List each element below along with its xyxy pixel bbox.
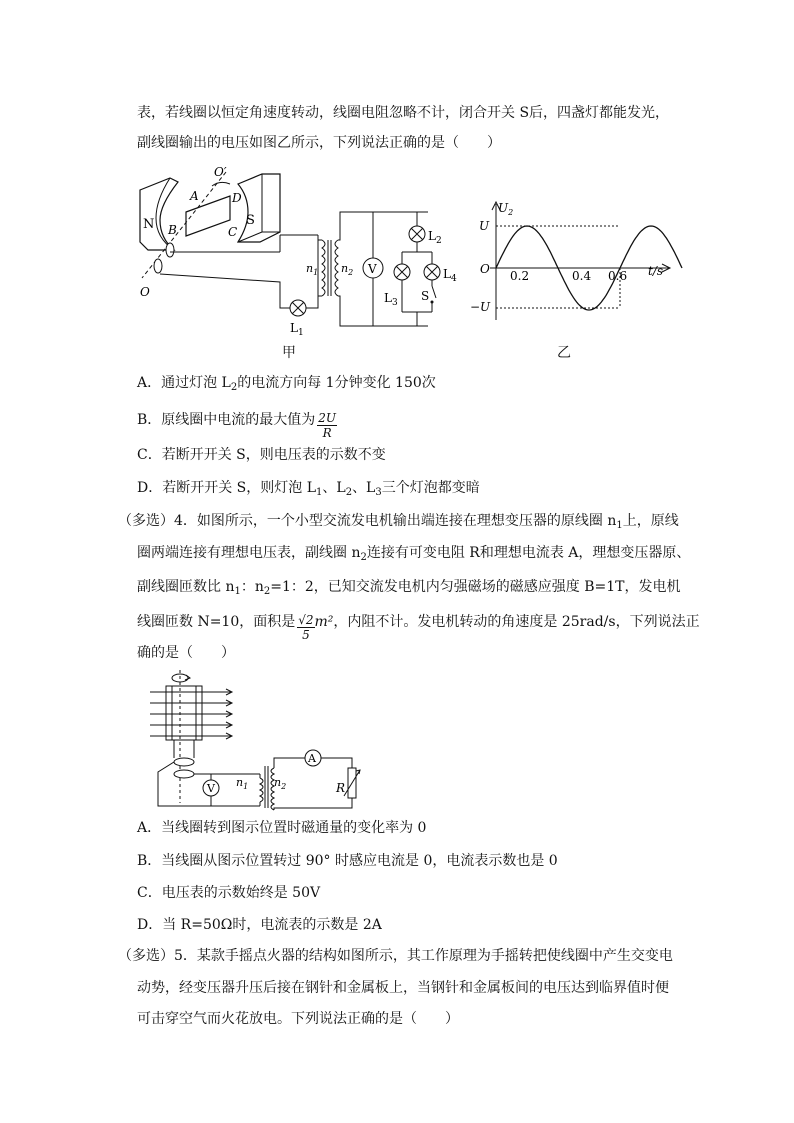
transformer <box>322 240 338 296</box>
q3-option-a: A．通过灯泡 $L_2$的电流方向每 1分钟变化 150次 <box>137 375 436 393</box>
q4-line-2: 圈两端连接有理想电压表，副线圈 $n_2$连接有可变电阻 R和理想电流表 A，理想变压器原、 <box>137 545 691 563</box>
switch-S <box>432 286 436 298</box>
q3-option-c: C．若断开开关 S，则电压表的示数不变 <box>137 447 386 463</box>
label-N: N <box>143 217 155 232</box>
caption-yi: 乙 <box>557 345 571 361</box>
slip-ring-1 <box>166 243 174 257</box>
label-L3: $L_3$ <box>384 291 398 308</box>
q4-option-d: D．当 R=50Ω时，电流表的示数是 2A <box>137 917 382 933</box>
q5-line-2: 动势，经变压器升压后接在钢针和金属板上，当钢针和金属板间的电压达到临界值时便 <box>137 980 669 996</box>
label-n1-q4: $n_1$ <box>236 776 249 791</box>
graph-origin: O <box>480 262 490 276</box>
label-n2-q4: $n_2$ <box>274 776 287 791</box>
q4-option-c: C．电压表的示数始终是 50V <box>137 885 321 901</box>
caption-jia: 甲 <box>282 345 296 361</box>
label-n1: $n_1$ <box>306 262 319 277</box>
label-L4: $L_4$ <box>443 267 457 284</box>
label-V-q4: V <box>207 782 215 795</box>
graph-tick-1: 0.2 <box>510 269 530 283</box>
graph-tick-3: 0.6 <box>608 269 628 283</box>
magnetic-field-lines <box>150 689 232 739</box>
figure-jia-circuit <box>130 160 460 338</box>
label-n2: $n_2$ <box>341 262 354 277</box>
q4-line-1: （多选）4．如图所示，一个小型交流发电机输出端连接在理想变压器的原线圈 $n_1$上，原线 <box>118 513 679 531</box>
q3-option-b: B．原线圈中电流的最大值为 $\frac{2U}{R}$ <box>137 411 337 440</box>
q3-intro-line-1: 表，若线圈以恒定角速度转动，线圈电阻忽略不计，闭合开关 S后，四盏灯都能发光， <box>137 105 670 121</box>
label-O-prime: O′ <box>214 165 227 179</box>
q4-option-a: A．当线圈转到图示位置时磁通量的变化率为 0 <box>137 820 427 836</box>
q4-option-b: B．当线圈从图示位置转过 90° 时感应电流是 0，电流表示数也是 0 <box>137 853 558 869</box>
magnet-s-pole <box>238 174 280 242</box>
fraction-sqrt2-5: $\frac{√2}{5}$ <box>298 613 314 642</box>
graph-ylabel: $U_2$ <box>498 201 514 217</box>
label-L2: $L_2$ <box>428 229 442 246</box>
figure-q4-circuit <box>150 668 370 810</box>
label-L1: $L_1$ <box>290 321 304 338</box>
label-O: O <box>140 285 150 299</box>
q3-intro-line-2: 副线圈输出的电压如图乙所示，下列说法正确的是（ ） <box>137 135 501 151</box>
graph-U-neg: −U <box>470 300 491 314</box>
label-S-pole: S <box>246 213 255 228</box>
label-D: D <box>232 191 242 205</box>
generator-coil <box>166 686 202 740</box>
graph-tick-2: 0.4 <box>572 269 592 283</box>
q5-line-3: 可击穿空气而火花放电。下列说法正确的是（ ） <box>137 1011 459 1027</box>
label-switch-S: S <box>421 289 430 303</box>
label-C: C <box>228 225 238 239</box>
q5-line-1: （多选）5．某款手摇点火器的结构如图所示，其工作原理为手摇转把使线圈中产生交变电 <box>118 948 673 964</box>
graph-U-pos: U <box>479 219 490 233</box>
label-R-q4: R <box>336 781 346 795</box>
q4-line-3: 副线圈匝数比 $n_1$：$n_2=1$：2，已知交流发电机内匀强磁场的磁感应强度 B=1T，发电机 <box>137 579 681 597</box>
label-B: B <box>168 223 177 237</box>
slip-ring-2 <box>154 259 162 273</box>
graph-xlabel: t/s <box>648 264 664 278</box>
q4-line-5: 确的是（ ） <box>137 645 235 661</box>
label-A: A <box>190 189 199 203</box>
label-V: V <box>368 262 377 276</box>
q4-line-4: 线圈匝数 N=10，面积是 $\frac{√2}{5}$ m²，内阻不计。发电机转动的角速度是 25rad/s，下列说法正 <box>137 613 700 642</box>
fraction-2U-R: $\frac{2U}{R}$ <box>318 411 337 440</box>
q3-option-d: D．若断开开关 S，则灯泡 $L_1$、$L_2$、$L_3$三个灯泡都变暗 <box>137 480 480 498</box>
label-A-q4: A <box>308 752 316 765</box>
figure-yi-graph <box>470 198 680 323</box>
